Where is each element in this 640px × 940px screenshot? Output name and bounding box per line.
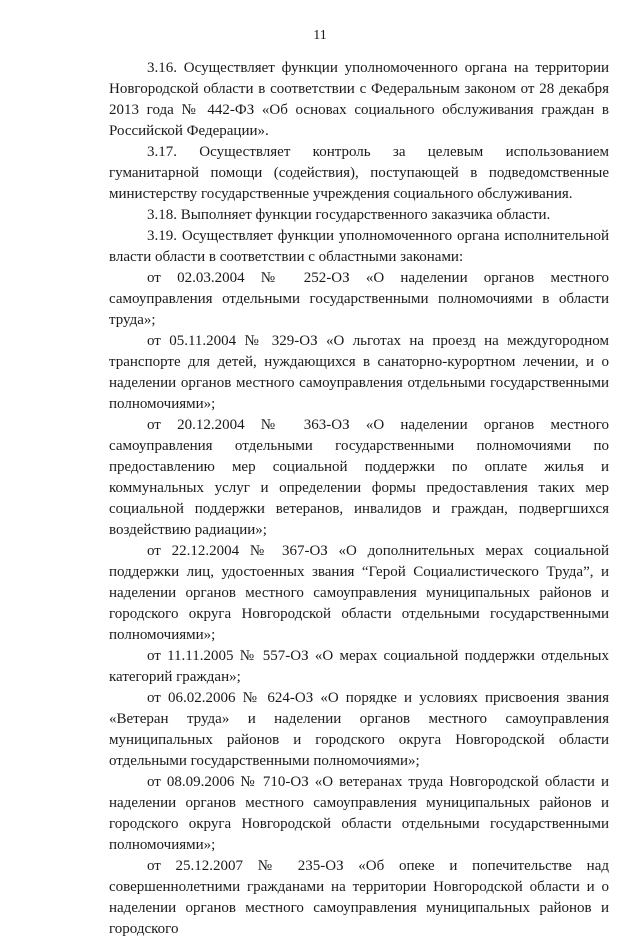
- paragraph-3-18: 3.18. Выполняет функции государственного заказчика области.: [147, 207, 551, 223]
- paragraph-3-16: 3.16. Осуществляет функции уполномоченного органа на территории Новгородской области в соответствии с Федеральным законом от 28 декабря 2013 года № 442-ФЗ «Об основах социального обслуживания граждан в Российской Федерации».: [109, 60, 609, 139]
- law-item-557-oz: от 11.11.2005 № 557-ОЗ «О мерах социальной поддержки отдельных категорий граждан»;: [109, 648, 609, 685]
- law-item-329-oz: от 05.11.2004 № 329-ОЗ «О льготах на проезд на междугородном транспорте для детей, нуждающихся в санаторно-курортном лечении, и о наделении органов местного самоуправления отдельными государственными полномочиями»;: [109, 333, 609, 412]
- document-body: [109, 58, 609, 940]
- law-item-252-oz: от 02.03.2004 № 252-ОЗ «О наделении органов местного самоуправления отдельными государственными полномочиями в области труда»;: [109, 270, 609, 328]
- paragraph-3-17: 3.17. Осуществляет контроль за целевым использованием гуманитарной помощи (содействия), поступающей в подведомственные министерству государственные учреждения социального обслуживания.: [109, 144, 609, 202]
- law-item-235-oz: от 25.12.2007 № 235-ОЗ «Об опеке и попечительстве над совершеннолетними гражданами на территории Новгородской области и о наделении органов местного самоуправления муниципальных районов и городского: [109, 858, 609, 937]
- law-item-363-oz: от 20.12.2004 № 363-ОЗ «О наделении органов местного самоуправления отдельными государственными полномочиями по предоставлению мер социальной поддержки по оплате жилья и коммунальных услуг и определении формы предоставления таких мер социальной поддержки ветеранов, инвалидов и граждан, подвергшихся воздействию радиации»;: [109, 417, 609, 538]
- law-item-367-oz: от 22.12.2004 № 367-ОЗ «О дополнительных мерах социальной поддержки лиц, удостоенных звания “Герой Социалистического Труда”, и наделении органов местного самоуправления муниципальных районов и городского округа Новгородской области отдельными государственными полномочиями»;: [109, 543, 609, 643]
- law-item-624-oz: от 06.02.2006 № 624-ОЗ «О порядке и условиях присвоения звания «Ветеран труда» и наделении органов местного самоуправления муниципальных районов и городского округа Новгородской области отдельными государственными полномочиями»;: [109, 690, 609, 769]
- law-item-710-oz: от 08.09.2006 № 710-ОЗ «О ветеранах труда Новгородской области и наделении органов местного самоуправления муниципальных районов и городского округа Новгородской области отдельными государственными полномочиями»;: [109, 774, 609, 853]
- page-number: 11: [313, 28, 327, 43]
- paragraph-3-19: 3.19. Осуществляет функции уполномоченного органа исполнительной власти области в соответствии с областными законами:: [109, 228, 609, 265]
